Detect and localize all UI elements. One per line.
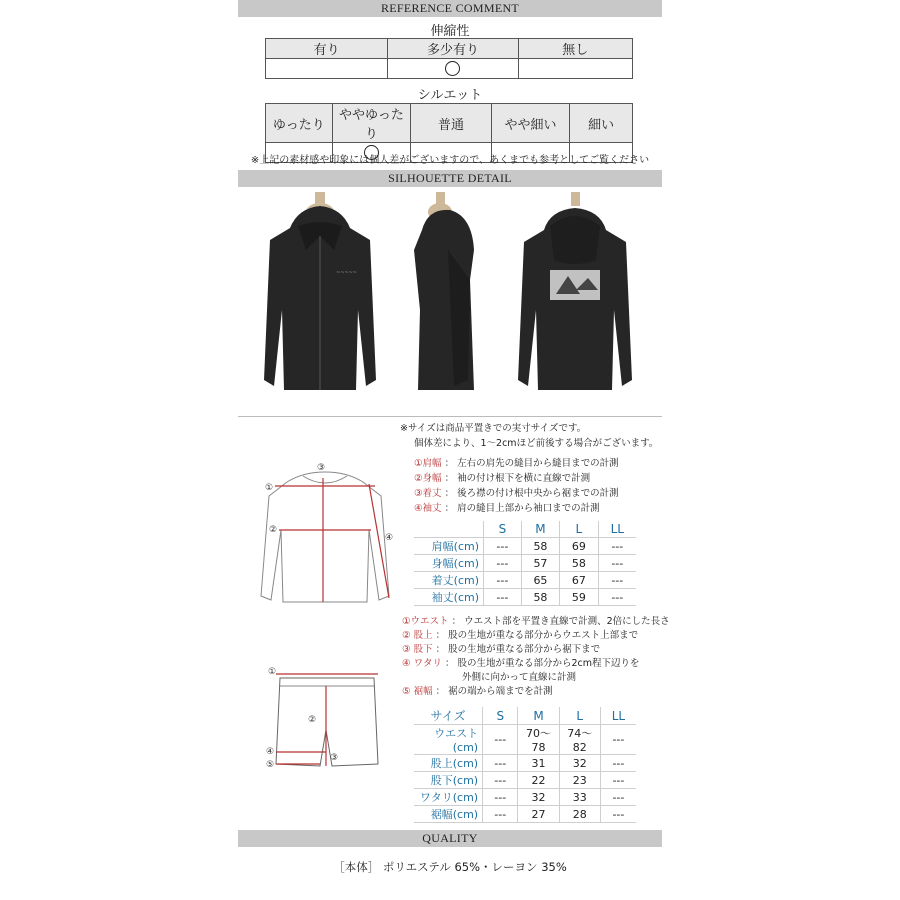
stretch-cell	[518, 59, 632, 79]
size-header: S	[483, 707, 518, 725]
table-row: 股下(cm) --- 22 23 ---	[414, 772, 636, 789]
top-size-table	[414, 521, 636, 606]
corner-cell	[414, 521, 484, 538]
legend-item: ①肩幅 ： 左右の肩先の縫目から縫目までの計測	[414, 458, 619, 469]
stretch-cell	[266, 59, 388, 79]
quality-text: ［本体］ ポリエステル 65%・レーヨン 35%	[333, 860, 567, 874]
size-note-line1: ※サイズは商品平置きでの実寸サイズです。	[400, 423, 587, 434]
diagram-label: ②	[308, 715, 317, 725]
section-header-reference: REFERENCE COMMENT	[238, 0, 662, 17]
size-header: M	[521, 521, 559, 538]
table-row: 股上(cm) --- 31 32 ---	[414, 755, 636, 772]
silhouette-title: シルエット	[417, 88, 483, 103]
size-note-line2: 個体差により、1〜2cmほど前後する場合がございます。	[414, 438, 659, 449]
legend-item: ⑤ 裾幅 ： 裾の端から端までを計測	[402, 686, 553, 697]
silhouette-option: ゆったり	[266, 104, 333, 143]
hoodie-front-photo	[258, 190, 382, 410]
table-row: 裾幅(cm) --- 27 28 ---	[414, 806, 636, 823]
diagram-label: ④	[385, 533, 394, 543]
stretch-option: 無し	[518, 39, 632, 59]
legend-item: ③着丈 ： 後ろ襟の付け根中央から裾までの計測	[414, 488, 619, 499]
diagram-label: ①	[268, 667, 277, 677]
diagram-label: ②	[269, 525, 278, 535]
selected-circle-icon	[445, 61, 460, 76]
bottom-size-table	[414, 707, 636, 823]
shorts-measurement-diagram	[262, 664, 387, 774]
size-header: S	[484, 521, 522, 538]
diagram-label: ④	[266, 747, 275, 757]
silhouette-option: 細い	[570, 104, 633, 143]
table-row: 肩幅(cm) --- 58 69 ---	[414, 538, 636, 555]
corner-cell: サイズ	[414, 707, 483, 725]
diagram-label: ⑤	[266, 760, 275, 770]
size-header: LL	[600, 707, 636, 725]
stretch-title: 伸縮性	[430, 24, 470, 39]
legend-item: ②身幅 ： 袖の付け根下を横に直線で計測	[414, 473, 591, 484]
size-header: LL	[598, 521, 636, 538]
stretch-option: 多少有り	[388, 39, 518, 59]
size-header: L	[560, 521, 598, 538]
legend-item: ④ ワタリ ： 股の生地が重なる部分から2cm程下辺りを	[402, 658, 640, 669]
svg-text:~~~~~: ~~~~~	[336, 270, 357, 276]
legend-item: ③ 股下 ： 股の生地が重なる部分から裾下まで	[402, 644, 601, 655]
hoodie-back-photo	[510, 190, 640, 410]
table-row: ウエスト(cm) --- 70〜78 74〜82 ---	[414, 725, 636, 755]
silhouette-option: やや細い	[491, 104, 570, 143]
size-note	[400, 421, 658, 451]
section-header-silhouette-detail: SILHOUETTE DETAIL	[238, 170, 662, 187]
hoodie-measurement-diagram	[255, 460, 400, 610]
legend-item: ①ウエスト ： ウエスト部を平置き直線で計測、2倍にした長さ	[402, 616, 670, 627]
hoodie-side-photo	[400, 190, 490, 410]
size-header: L	[559, 707, 600, 725]
table-row: 袖丈(cm) --- 58 59 ---	[414, 589, 636, 606]
diagram-label: ③	[330, 753, 339, 763]
disclaimer-text: ※上記の素材感や印象には個人差がございますので、あくまでも参考としてご覧ください	[250, 155, 650, 166]
bottom-legend	[402, 615, 670, 699]
table-row: 着丈(cm) --- 65 67 ---	[414, 572, 636, 589]
stretch-table	[265, 38, 633, 79]
stretch-option: 有り	[266, 39, 388, 59]
divider	[238, 416, 662, 417]
section-header-quality: QUALITY	[238, 830, 662, 847]
diagram-label: ①	[265, 483, 274, 493]
diagram-label: ③	[317, 463, 326, 473]
legend-item: ② 股上 ： 股の生地が重なる部分からウエスト上部まで	[402, 630, 639, 641]
size-header: M	[518, 707, 559, 725]
table-row: ワタリ(cm) --- 32 33 ---	[414, 789, 636, 806]
stretch-cell-selected	[388, 59, 518, 79]
legend-item: ④袖丈 ： 肩の縫目上部から袖口までの計測	[414, 503, 600, 514]
legend-item: 外側に向かって直線に計測	[462, 672, 577, 683]
silhouette-option: 普通	[411, 104, 492, 143]
silhouette-option: ややゆったり	[332, 104, 411, 143]
table-row: 身幅(cm) --- 57 58 ---	[414, 555, 636, 572]
top-legend	[414, 456, 619, 516]
